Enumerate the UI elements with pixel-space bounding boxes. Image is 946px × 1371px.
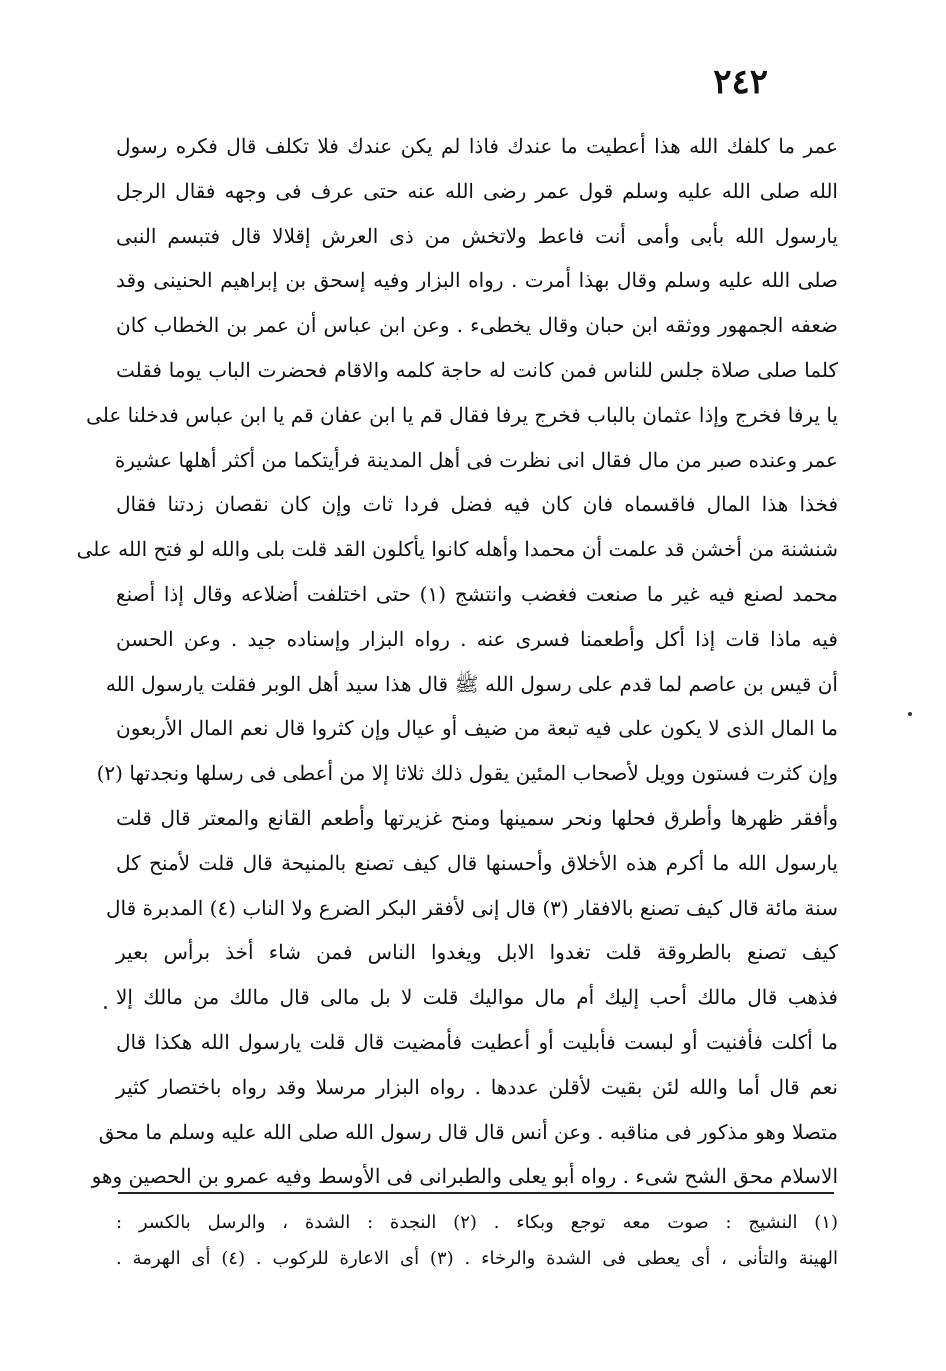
text-line: عمر وعنده صبر من مال فقال انى نظرت فى أهل المدينة فرأيتكما من أكثر أهلها عشيرة	[114, 447, 838, 472]
text-line: كيف تصنع بالطروقة قلت تغدوا الابل ويغدوا الناس فمن شاء أخذ برأس بعير	[116, 940, 838, 965]
text-line: الاسلام محق الشح شىء . رواه أبو يعلى والطبرانى فى الأوسط وفيه عمرو بن الحصين وهو	[91, 1164, 838, 1189]
text-line: سنة مائة قال كيف تصنع بالافقار (٣) قال إنى لأفقر البكر الضرع ولا الناب (٤) المدبرة قال	[105, 895, 838, 920]
scan-speck	[908, 712, 912, 716]
text-line: ما أكلت فأفنيت أو لبست فأبليت أو أعطيت فأمضيت قال قلت يارسول الله هكذا قال	[116, 1029, 838, 1054]
text-line: وأفقر ظهرها وأطرق فحلها ونحر سمينها ومنح غزيرتها وأطعم القانع والمعتر قال قلت	[116, 805, 838, 830]
footnotes	[116, 1205, 838, 1277]
text-line: فيه ماذا قات إذا أكل وأطعمنا فسرى عنه . رواه البزار وإسناده جيد . وعن الحسن	[116, 626, 838, 651]
text-line: وإن كثرت فستون وويل لأصحاب المئين يقول ذلك ثلاثا إلا من أعطى فى رسلها ونجدتها (٢)	[96, 761, 838, 786]
text-line: محمد لصنع فيه غير ما صنعت فغضب وانتشج (١) حتى اختلفت أضلاعه وقال إذا أصنع	[116, 581, 839, 606]
page-number: ٢٤٢	[713, 62, 768, 102]
footnote-line: الهينة والتأنى ، أى يعطى فى الشدة والرخاء . (٣) أى الاعارة للركوب . (٤) أى الهرمة .	[116, 1248, 838, 1269]
text-line: أن قيس بن عاصم لما قدم على رسول الله ﷺ قال هذا سيد أهل الوبر فقلت يارسول الله	[105, 671, 838, 696]
text-line: صلى الله عليه وسلم وقال بهذا أمرت . رواه البزار وفيه إسحق بن إبراهيم الحنينى وقد	[116, 268, 838, 293]
scan-speck	[104, 1006, 107, 1009]
text-line: فخذا هذا المال فاقسماه فان كان فيه فضل فردا ثات وإن كان نقصان زدتنا فقال	[116, 492, 838, 517]
footnote-line: (١) النشيج : صوت معه توجع وبكاء . (٢) النجدة : الشدة ، والرسل بالكسر :	[116, 1212, 838, 1233]
text-line: الله صلى الله عليه وسلم قول عمر رضى الله عنه حتى عرف فى وجهه فقال الرجل	[116, 178, 838, 203]
text-line: ما المال الذى لا يكون على فيه تبعة من ضيف أو عيال وإن كثروا قال نعم المال الأربعون	[116, 716, 838, 741]
text-line: نعم قال أما والله لئن بقيت لأقلن عددها . رواه البزار مرسلا وقد رواه باختصار كثير	[116, 1074, 838, 1099]
footnote-divider	[118, 1192, 834, 1194]
text-line: شنشنة من أخشن قد علمت أن محمدا وأهله كانوا يأكلون القد قلت بلى والله لو فتح الله على	[76, 537, 838, 562]
main-text	[76, 124, 839, 1199]
text-line: ضعفه الجمهور ووثقه ابن حبان وقال يخطىء . وعن ابن عباس أن عمر بن الخطاب كان	[116, 313, 838, 338]
text-line: كلما صلى صلاة جلس للناس فمن كانت له حاجة كلمه والاقام فحضرت الباب يوما فقلت	[116, 357, 838, 382]
text-line: يارسول الله ما أكرم هذه الأخلاق وأحسنها قال كيف تصنع بالمنيحة قال قلت لأمنح كل	[116, 850, 838, 875]
text-line: يارسول الله بأبى وأمى أنت فاعط ولاتخش من ذى العرش إقلالا قال فتبسم النبى	[116, 223, 838, 248]
text-line: فذهب قال مالك أحب إليك أم مال مواليك قلت لا بل مالى قال مالك من مالك إلا	[116, 985, 838, 1010]
text-line: متصلا وهو مذكور فى مناقبه . وعن أنس قال قال رسول الله صلى الله عليه وسلم ما محق	[98, 1119, 838, 1144]
text-line: عمر ما كلفك الله هذا أعطيت ما عندك فاذا لم يكن عندك فلا تكلف قال فكره رسول	[116, 134, 838, 158]
text-line: يا يرفا فخرج وإذا عثمان بالباب فخرج يرفا فقال قم يا ابن عفان قم يا ابن عباس فدخلنا على	[86, 402, 838, 427]
